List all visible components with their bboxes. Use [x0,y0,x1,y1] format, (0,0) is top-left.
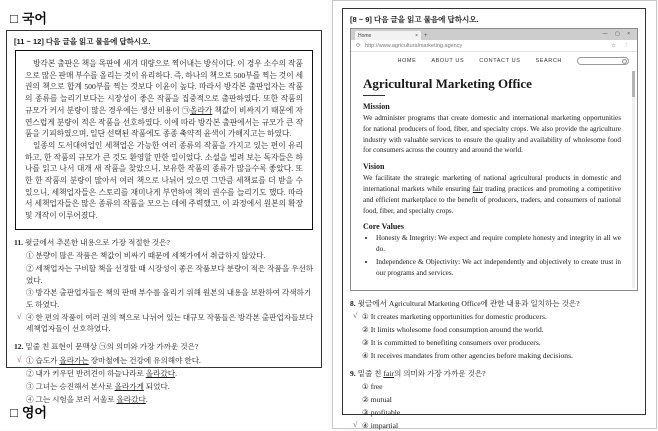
option [26,381,314,392]
search-icon[interactable] [622,59,628,65]
browser-window [350,28,638,291]
reload-icon[interactable]: ⟳ [356,42,362,49]
core-values-list [363,233,621,278]
english-instruction: [8 ~ 9] 다음 글을 읽고 물음에 답하시오. [350,15,479,24]
option [362,337,638,348]
option [362,394,638,405]
window-controls-icons[interactable]: — ▢ × [602,31,633,37]
option-text: . [145,394,148,404]
option-marker: ④ [362,350,369,360]
english-section-title [10,402,47,421]
option [353,420,638,431]
option [26,394,314,405]
option-text: . [175,368,178,378]
vision-paragraph [363,173,621,216]
question-12-stem [14,341,314,352]
option-text: It limits wholesome food consumption around the world. [370,324,544,334]
option-text: 그는 시험을 보러 서울로 [35,394,117,404]
option-marker: ① [362,382,369,392]
option-marker: ③ [26,288,34,298]
checkbox-square-icon: □ [10,11,18,26]
mission-paragraph: We administer programs that create domestic and international marketing opportunities for national producers of food, fiber, and specialty crops. We also provide the agriculture industry with valuable services to ensure the quality and availability of wholesome food for consumers across the country and around the world. [363,114,621,155]
option [26,250,314,261]
question-9-stem [350,368,638,379]
option [362,350,638,361]
search-input[interactable] [577,57,629,65]
english-section-title-label: 영어 [21,405,47,420]
mission-heading: Mission [363,102,390,111]
option-text: profitable [370,408,401,418]
option [17,354,314,366]
option-text: 장마철에는 건강에 유의해야 한다. [88,355,201,365]
option-marker: ④ [362,421,369,431]
answer-checkmark: √ [17,354,22,364]
webpage-content [351,69,637,290]
underlined-word: 올라갔다 [116,394,146,404]
option [26,368,314,379]
question-9-text-pre: 밑줄 친 [357,369,384,379]
question-12-options [14,355,314,405]
korean-page [0,0,328,430]
option [362,407,638,418]
underlined-word-fair: fair [383,369,394,379]
new-tab-icon[interactable]: + [424,33,428,39]
underlined-word: 올라가 [189,105,213,115]
answer-checkmark: √ [17,311,22,321]
passage-paragraph-2: 일종의 도서대여업인 세책업은 가능한 여러 종류의 작품을 가지고 있는 편이 유리하고, 한 작품의 규모가 큰 것도 환영할 만한 일이었다. 소설을 빌려 보는 독자들은 하나를 읽고 나서 대개 새 작품을 찾았으니, 보유한 작품의 종류가 많을수록 좋았다. 또한 한 작품의 분량이 많아서 여러 책으로 나뉘어 있으면 그만큼 세책료를 더 받을 수 있으니, 세책업자들은 스토리를 재미나게 부연하여 책의 권수를 늘리기도 했다. 따라서 세책업자들은 많은 종류의 작품을 모으는 데에 주력했고, 이 과정에서 원본의 확장 및 개작이 이루어졌다. [25,140,303,221]
tab-close-icon[interactable]: × [415,32,418,39]
option-marker: ① [26,355,34,365]
question-8-options [350,311,638,361]
korean-instruction: [11 ~ 12] 다음 글을 읽고 물음에 답하시오. [14,37,151,46]
question-9-options [350,381,638,431]
question-8-stem [350,298,638,309]
option [362,324,638,335]
passage-p1-post: 책값이 비싸지기 때문에 자연스럽게 분량이 적은 작품을 선호하였다. 이에 따라 방각본 출판에서는 규모가 큰 작품을 기피하였으며, 일단 선택된 작품에도 종종 축약적 윤색이 가해지고는 하였다. [25,105,303,139]
option-text: 되었다. [143,381,170,391]
question-12-text-post: 의 의미와 가장 가까운 것은? [106,342,199,352]
vision-heading: Vision [363,162,385,172]
url-text[interactable]: http://www.agriculturalmarketing.agency [365,42,463,49]
nav-contact-link[interactable]: CONTACT US [479,58,521,64]
option-text: 내가 키우던 반려견이 하늘나라로 [35,368,146,378]
core-value-item: • Independence & Objectivity: We act independently and objectively to create trust in our programs and services. [376,257,621,279]
option-marker: ④ [26,394,34,404]
question-8-text: 윗글에서 Agricultural Marketing Office에 관한 내용과 일치하는 것은? [357,298,580,308]
option-marker: ③ [26,381,34,391]
title-divider [363,95,385,96]
question-12-number: 12. [14,342,24,352]
option-text: 세책업자는 구비할 책을 선정할 때 시장성이 좋은 작품보다 분량이 적은 작품을 우선하였다. [26,264,314,285]
korean-section-title [10,8,47,27]
question-9 [350,368,638,431]
vision-text-pre: We facilitate the strategic marketing of national agricultural products in domestic and international markets while ensuring [363,174,621,193]
english-page [332,0,657,429]
option-text: It creates marketing opportunities for domestic producers. [370,311,547,321]
option-marker: ② [26,264,34,274]
option-text: impartial [370,421,399,431]
option-text: 방각본 출판업자들은 책의 판매 부수를 올리기 위해 원본의 내용을 보완하여 각색하기도 하였다. [26,288,312,309]
korean-passage-box [15,50,313,230]
question-11-text: 윗글에서 추론한 내용으로 가장 적절한 것은? [24,237,170,247]
browser-tab-strip [351,29,637,40]
question-11-options [14,250,314,334]
option [26,287,314,310]
question-11-stem [14,237,314,248]
answer-checkmark: √ [353,420,358,430]
bookmark-menu-icons[interactable]: ☆ ⋮ [611,42,632,49]
option-marker: ② [362,324,369,334]
option-text: 한 편의 작품이 여러 권의 책으로 나뉘어 있는 대규모 작품들은 방각본 출판업자들보다 세책업자들이 선호하였다. [26,312,314,334]
option-text: It is committed to benefiting consumers over producers. [370,337,541,347]
question-9-text-post: 의 의미와 가장 가까운 것은? [393,369,486,379]
circled-marker: ㉠ [99,342,107,352]
checkbox-square-icon: □ [10,405,18,420]
option [353,310,638,322]
option-text: It receives mandates from other agencies before making decisions. [370,350,573,360]
option-text: free [370,382,383,392]
underlined-word: 올라가게 [114,381,144,391]
option [17,311,314,335]
option-text: mutual [370,395,392,405]
nav-about-link[interactable]: ABOUT US [431,58,465,64]
underlined-word-fair: fair [472,184,483,193]
option [26,263,314,286]
option-marker: ③ [362,408,369,418]
option-marker: ④ [26,312,34,322]
korean-question-set-box [6,30,322,404]
option-text: 그녀는 승진해서 본사로 [35,381,115,391]
circled-marker: ㉠ [181,105,190,115]
vision-text-post: trading practices and promoting a competitive and efficient marketplace to the benefit of producers, traders, and consumers of national food, fiber, and specialty crops. [363,184,622,215]
nav-search-label[interactable]: SEARCH [535,58,562,64]
scrollbar[interactable] [632,71,636,288]
scrollbar-thumb[interactable] [632,71,636,97]
option-marker: ② [26,368,34,378]
korean-section-title-label: 국어 [21,11,47,26]
underlined-word: 올라가는 [59,355,89,365]
option [362,381,638,392]
question-11 [14,237,314,335]
page-title: Agricultural Marketing Office [363,76,532,91]
site-nav [351,52,637,69]
passage-paragraph-1 [25,58,303,140]
option-text: 분량이 많은 작품은 책값이 비싸기 때문에 세책가에서 취급하지 않았다. [35,251,266,261]
answer-checkmark: √ [353,310,358,320]
question-9-number: 9. [350,369,356,379]
option-text: 습도가 [35,355,60,365]
question-12 [14,341,314,404]
nav-home-link[interactable]: HOME [397,58,417,64]
tab-title: Home [358,32,372,39]
underlined-word: 올라갔다 [145,368,176,378]
option-marker: ① [362,311,369,321]
browser-tab[interactable] [355,31,421,40]
question-8-number: 8. [350,298,356,308]
browser-url-bar[interactable] [351,40,637,52]
passage-p1-pre: 방각본 출판은 책을 목판에 새겨 대량으로 찍어내는 방식이다. 이 경우 소수의 작품으로 많은 판매 부수를 올리는 것이 유리하다. 즉, 하나의 책으로 500부를 찍는 것이 세 권의 책으로 합계 500부를 찍는 것보다 이윤이 높다. 따라서 방각본 출판업자는 작품의 종류를 늘리기보다는 시장성이 좋은 작품을 집중적으로 출판하였다. 또한 작품의 규모가 커서 분량이 많은 경우에는 생산 비용이 [25,59,303,115]
question-12-text-pre: 밑줄 친 표현이 문맥상 [25,342,100,352]
core-values-heading: Core Values [363,222,404,232]
question-11-number: 11. [14,237,24,247]
option-marker: ③ [362,337,369,347]
option-marker: ② [362,395,369,405]
core-value-item: • Honesty & Integrity: We expect and require complete honesty and integrity in all we do. [376,233,621,255]
option-marker: ① [26,251,34,261]
question-8 [350,298,638,361]
english-question-set-box [342,8,646,431]
